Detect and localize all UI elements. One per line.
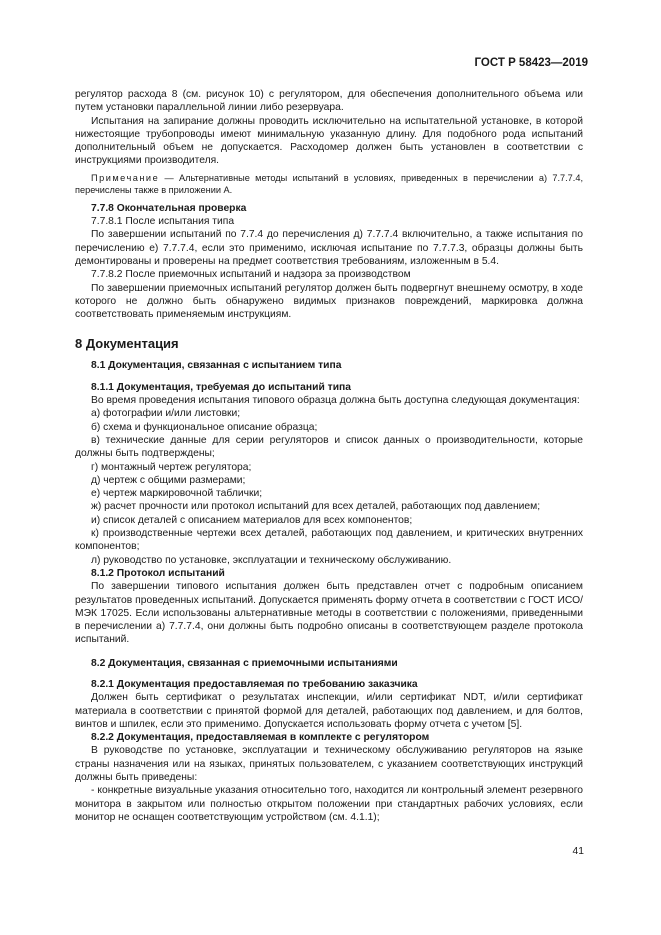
list-item: ж) расчет прочности или протокол испытаний для всех деталей, работающих под давлением; xyxy=(91,501,541,513)
paragraph: В руководстве по установке, эксплуатации и техническому обслуживанию регуляторов на языке страны назначения или на языках, принятых пользователем, с указанием соответствующих инструкций должны быть приведены: xyxy=(75,745,583,784)
section-heading-8-1: 8.1 Документация, связанная с испытанием типа xyxy=(91,360,342,372)
paragraph: регулятор расхода 8 (см. рисунок 10) с регулятором, для обеспечения дополнительного объема или путем установки параллельной линии либо резервуара. xyxy=(75,89,583,114)
page-body xyxy=(75,88,583,824)
list-item: к) производственные чертежи всех деталей, работающих под давлением, и критических внутренних компонентов; xyxy=(75,528,583,553)
list-item: а) фотографии и/или листовки; xyxy=(91,408,241,420)
paragraph: Во время проведения испытания типового образца должна быть доступна следующая документация: xyxy=(91,395,580,407)
list-item: и) список деталей с описанием материалов для всех компонентов; xyxy=(91,514,413,526)
subsection-heading: 7.7.8.2 После приемочных испытаний и надзора за производством xyxy=(91,269,411,281)
list-item: г) монтажный чертеж регулятора; xyxy=(91,461,252,473)
section-heading-8-1-1: 8.1.1 Документация, требуемая до испытаний типа xyxy=(91,381,351,393)
paragraph: По завершении испытаний по 7.7.4 до перечисления д) 7.7.7.4 включительно, а также испытания по перечислению е) 7.7.7.4, если это применимо, исключая испытание по 7.7.7.3, образцы должны быть демонтированы и проверены на предмет соответствия требованиям, изложенным в 5.4. xyxy=(75,229,583,267)
section-heading-8-1-2: 8.1.2 Протокол испытаний xyxy=(91,567,225,579)
section-heading-7-7-8: 7.7.8 Окончательная проверка xyxy=(91,202,247,214)
note xyxy=(75,172,583,197)
paragraph: Должен быть сертификат о результатах инспекции, и/или сертификат NDT, и/или сертификат материала в соответствии с принятой формой для деталей, работающих под давлением, и для болтов, винтов и шпилек, если это применимо. Допускается использовать форму отчета с учетом [5]. xyxy=(75,692,583,730)
list-item: е) чертеж маркировочной таблички; xyxy=(91,488,263,500)
standard-header: ГОСТ Р 58423—2019 xyxy=(474,57,588,69)
page-number: 41 xyxy=(572,846,584,857)
section-heading-8-2: 8.2 Документация, связанная с приемочными испытаниями xyxy=(91,657,398,669)
paragraph: По завершении типового испытания должен быть представлен отчет с подробным описанием результатов проведенных испытаний. Допускается применять форму отчета в соответствии с ГОСТ ИСО/МЭК 17025. Если использованы альтернативные методы в соответствии с положениями, приведенными в перечислении а) 7.7.7.4, они должны быть подробно описаны в соответствующем разделе протокола испытаний. xyxy=(75,581,583,646)
list-item: л) руководство по установке, эксплуатации и техническому обслуживанию. xyxy=(91,554,452,566)
list-item: д) чертеж с общими размерами; xyxy=(91,474,246,486)
list-item: б) схема и функциональное описание образца; xyxy=(91,421,318,433)
paragraph: - конкретные визуальные указания относительно того, находится ли контрольный элемент резервного монитора в закрытом или полностью открытом положении при стандартных рабочих условиях, если монитор не оснащен соответствующим устройством (см. 4.1.1); xyxy=(75,785,583,823)
paragraph: По завершении приемочных испытаний регулятор должен быть подвергнут внешнему осмотру, в ходе которого не должно быть обнаружено видимых признаков повреждений, маркировка должна соответствовать применяемым инструкциям. xyxy=(75,282,583,321)
paragraph: Испытания на запирание должны проводить исключительно на испытательной установке, в которой нижестоящие трубопроводы имеют минимальную указанную длину. Для подобного рода испытаний дополнительный объем не допускается. Расходомер должен быть установлен в соответствии с инструкциями производителя. xyxy=(75,115,583,167)
section-heading-8: 8 Документация xyxy=(75,336,179,352)
section-heading-8-2-2: 8.2.2 Документация, предоставляемая в комплекте с регулятором xyxy=(91,732,430,744)
note-label: Примечание xyxy=(91,172,160,183)
note-text: — Альтернативные методы испытаний в условиях, приведенных в перечислении а) 7.7.7.4, перечислены также в приложении А. xyxy=(75,172,583,196)
subsection-heading: 7.7.8.1 После испытания типа xyxy=(91,216,235,228)
section-heading-8-2-1: 8.2.1 Документация предоставляемая по требованию заказчика xyxy=(91,678,418,690)
list-item: в) технические данные для серии регуляторов и список данных о производительности, которые должны быть подтверждены; xyxy=(75,434,583,460)
